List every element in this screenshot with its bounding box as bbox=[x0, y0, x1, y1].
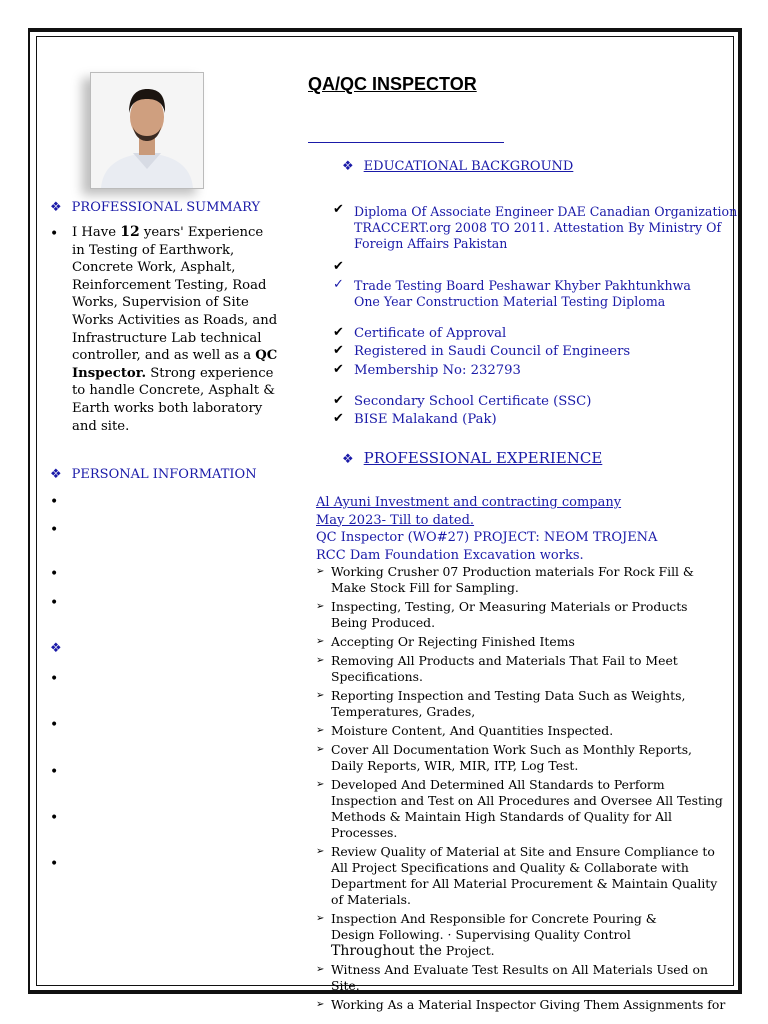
trade-testing-entry: Trade Testing Board Peshawar Khyber Pakhtunkhwa One Year Construction Material Testing Diploma bbox=[354, 278, 691, 309]
diamond-bullet-icon: ❖ bbox=[50, 641, 62, 656]
list-item: ➢ Removing All Products and Materials That Fail to Meet Specifications. bbox=[316, 653, 678, 684]
bullet-icon: • bbox=[50, 226, 59, 242]
arrow-bullet-icon: ➢ bbox=[316, 566, 325, 577]
bise-entry: BISE Malakand (Pak) bbox=[354, 412, 497, 427]
education-heading: ❖ EDUCATIONAL BACKGROUND bbox=[342, 159, 574, 174]
membership-number: Membership No: 232793 bbox=[354, 363, 521, 378]
profile-photo bbox=[90, 72, 204, 189]
list-item: ➢ Working Crusher 07 Production materials For Rock Fill & Make Stock Fill for Sampling. bbox=[316, 564, 694, 595]
list-item: ➢ Working As a Material Inspector Giving Them Assignments for bbox=[316, 997, 726, 1012]
saudi-council-registration: Registered in Saudi Council of Engineers bbox=[354, 344, 631, 359]
bullet-icon: • bbox=[50, 717, 59, 733]
list-item: ➢ Witness And Evaluate Test Results on All Materials Used on Site. bbox=[316, 962, 708, 993]
list-item: ➢ Inspection And Responsible for Concrete Pouring & Design Following. · Supervising Quality Control Throughout the Project. bbox=[316, 911, 657, 959]
bullet-icon: • bbox=[50, 522, 59, 538]
diamond-bullet-icon: ❖ bbox=[50, 467, 62, 482]
duties-list bbox=[316, 564, 726, 1016]
diamond-bullet-icon: ❖ bbox=[50, 200, 62, 215]
diamond-bullet-icon: ❖ bbox=[342, 159, 354, 174]
bullet-icon: • bbox=[50, 494, 59, 510]
arrow-bullet-icon: ➢ bbox=[316, 601, 325, 612]
page-title: QA/QC INSPECTOR bbox=[308, 74, 477, 94]
bullet-icon: • bbox=[50, 810, 59, 826]
role-highlight: QC Inspector. bbox=[72, 348, 278, 381]
check-icon: ✔ bbox=[333, 202, 344, 217]
bullet-icon: • bbox=[50, 764, 59, 780]
job-position: QC Inspector (WO#27) PROJECT: NEOM TROJENA bbox=[316, 530, 658, 545]
bullet-icon: • bbox=[50, 671, 59, 687]
list-item: ➢ Cover All Documentation Work Such as Monthly Reports, Daily Reports, WIR, MIR, ITP, Log Test. bbox=[316, 742, 692, 773]
arrow-bullet-icon: ➢ bbox=[316, 725, 325, 736]
arrow-bullet-icon: ➢ bbox=[316, 913, 325, 924]
personal-heading: ❖ PERSONAL INFORMATION bbox=[50, 467, 257, 482]
list-item: ➢ Developed And Determined All Standards to Perform Inspection and Test on All Procedures and Oversee All Testing Methods & Maintain High Standards of Quality for All Processes. bbox=[316, 777, 723, 840]
diamond-bullet-icon: ❖ bbox=[342, 452, 354, 467]
job-scope: RCC Dam Foundation Excavation works. bbox=[316, 547, 584, 563]
bullet-icon: • bbox=[50, 856, 59, 872]
check-icon: ✔ bbox=[333, 343, 344, 358]
arrow-bullet-icon: ➢ bbox=[316, 999, 325, 1010]
list-item: ➢ Accepting Or Rejecting Finished Items bbox=[316, 634, 575, 649]
arrow-bullet-icon: ➢ bbox=[316, 744, 325, 755]
list-item: ➢ Inspecting, Testing, Or Measuring Materials or Products Being Produced. bbox=[316, 599, 688, 630]
check-icon: ✓ bbox=[333, 277, 344, 292]
check-icon: ✔ bbox=[333, 362, 344, 377]
job-header bbox=[316, 494, 657, 564]
arrow-bullet-icon: ➢ bbox=[316, 964, 325, 975]
check-icon: ✔ bbox=[333, 411, 344, 426]
experience-heading: ❖ PROFESSIONAL EXPERIENCE bbox=[342, 449, 603, 467]
list-item: ➢ Review Quality of Material at Site and Ensure Compliance to All Project Specifications and Quality & Collaborate with Department for All Material Procurement & Maintain Quality of Materials. bbox=[316, 844, 718, 907]
certificate-approval: Certificate of Approval bbox=[354, 326, 507, 341]
summary-heading: ❖ PROFESSIONAL SUMMARY bbox=[50, 200, 261, 215]
summary-text: I Have 12 years' Experience in Testing of Earthwork, Concrete Work, Asphalt, Reinforcement Testing, Road Works, Supervision of Site Works Activities as Roads, and Infrastructure Lab technical controller, and as well as a QC Inspector. Strong experience to handle Concrete, Asphalt & Earth works both laboratory and site. bbox=[72, 224, 278, 434]
arrow-bullet-icon: ➢ bbox=[316, 846, 325, 857]
arrow-bullet-icon: ➢ bbox=[316, 690, 325, 701]
job-period: May 2023- Till to dated. bbox=[316, 512, 475, 528]
years-value: 12 bbox=[120, 224, 140, 240]
list-item: ➢ Reporting Inspection and Testing Data Such as Weights, Temperatures, Grades, bbox=[316, 688, 686, 719]
bullet-icon: • bbox=[50, 566, 59, 582]
arrow-bullet-icon: ➢ bbox=[316, 655, 325, 666]
diploma-entry: Diploma Of Associate Engineer DAE Canadian Organization TRACCERT.org 2008 TO 2011. Attestation By Ministry Of Foreign Affairs Pakistan bbox=[354, 204, 738, 251]
arrow-bullet-icon: ➢ bbox=[316, 636, 325, 647]
ssc-entry: Secondary School Certificate (SSC) bbox=[354, 394, 592, 409]
bullet-icon: • bbox=[50, 595, 59, 611]
check-icon: ✔ bbox=[333, 393, 344, 408]
company-name: Al Ayuni Investment and contracting company bbox=[316, 495, 622, 510]
check-icon: ✔ bbox=[333, 325, 344, 340]
list-item: ➢ Moisture Content, And Quantities Inspected. bbox=[316, 723, 614, 738]
arrow-bullet-icon: ➢ bbox=[316, 779, 325, 790]
title-underline-rule bbox=[308, 142, 504, 143]
check-icon: ✔ bbox=[333, 259, 344, 274]
